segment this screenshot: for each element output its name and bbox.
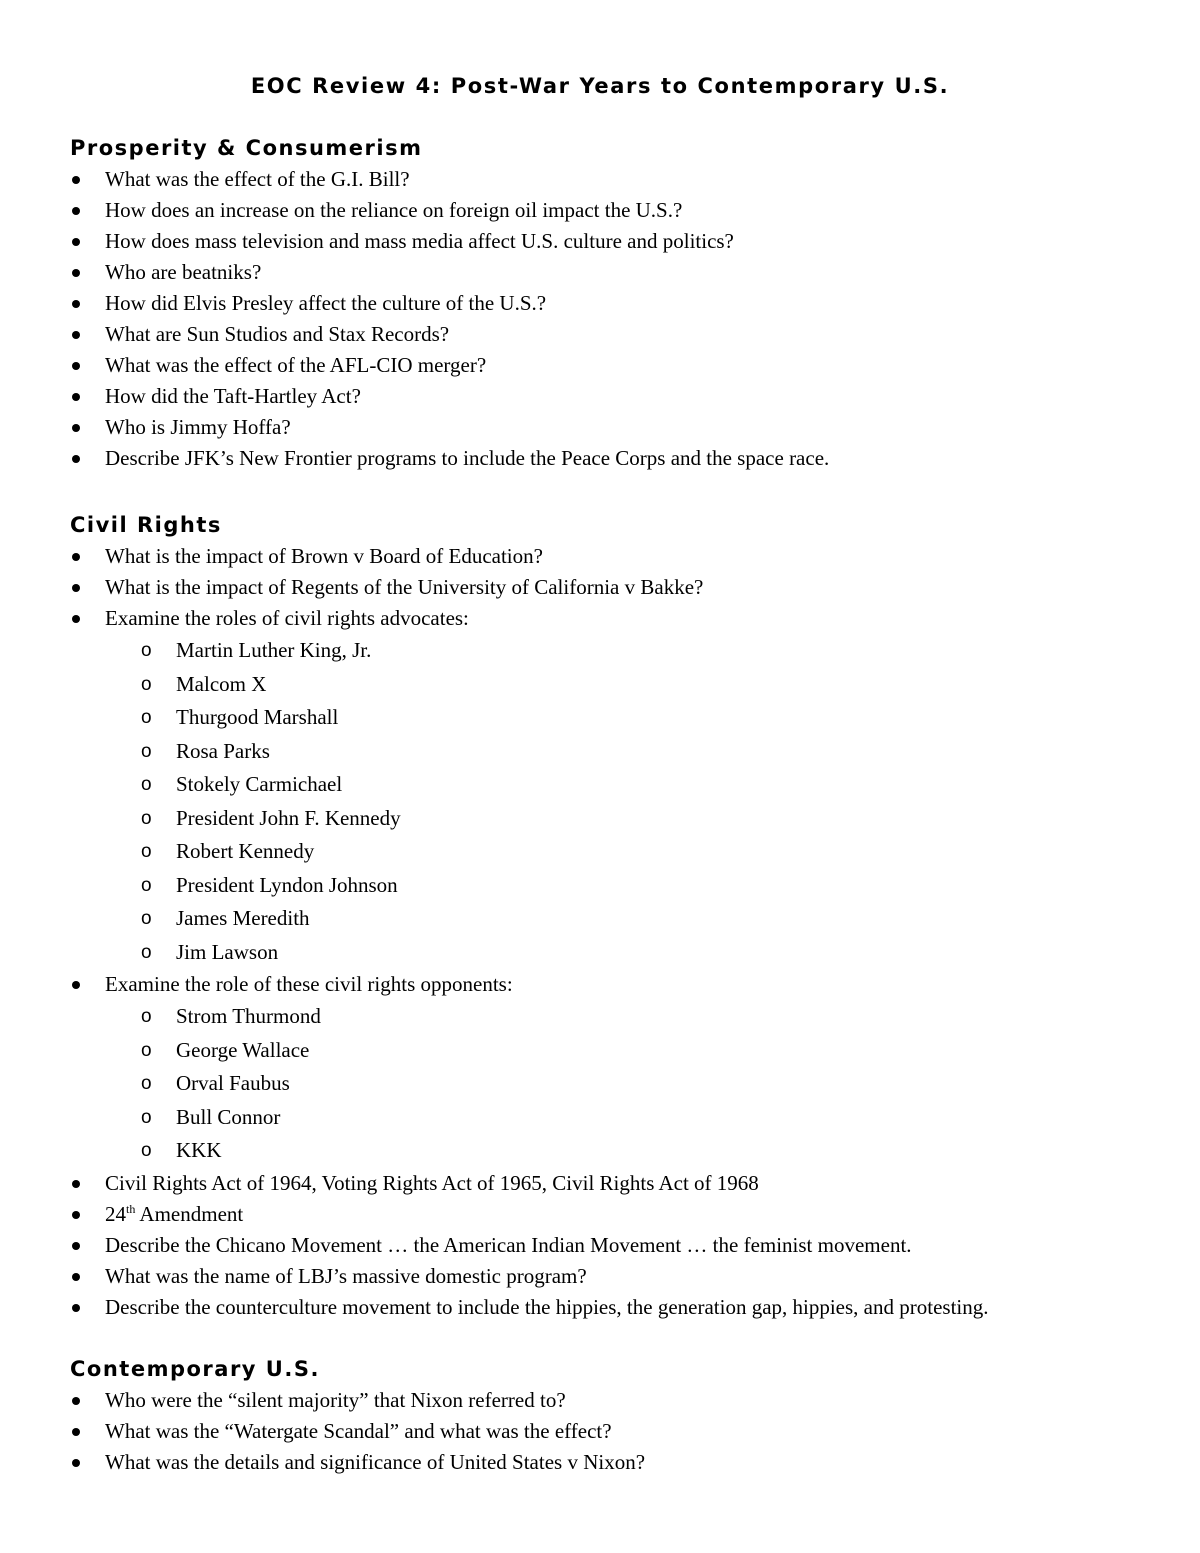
- advocate-item: o Stokely Carmichael: [70, 768, 1170, 802]
- amendment-item: [70, 1199, 1170, 1230]
- section-heading: Prosperity & Consumerism: [70, 136, 423, 160]
- list-item: Who are beatniks?: [70, 257, 1170, 288]
- list-item: What was the effect of the AFL-CIO merger?: [70, 350, 1170, 381]
- advocate-item: o Thurgood Marshall: [70, 701, 1170, 735]
- list-item: Civil Rights Act of 1964, Voting Rights Act of 1965, Civil Rights Act of 1968: [70, 1168, 1170, 1199]
- list-item: What is the impact of Brown v Board of Education?: [70, 541, 1170, 572]
- advocates-list: [70, 634, 1170, 969]
- section-contemporary-us: [70, 1354, 1170, 1478]
- opponent-item: o Bull Connor: [70, 1101, 1170, 1135]
- list-item: Who were the “silent majority” that Nixon referred to?: [70, 1385, 1170, 1416]
- list-item: Who is Jimmy Hoffa?: [70, 412, 1170, 443]
- opponent-item: o Orval Faubus: [70, 1067, 1170, 1101]
- list-item: What was the details and significance of United States v Nixon?: [70, 1447, 1170, 1478]
- list-item: Describe the counterculture movement to include the hippies, the generation gap, hippies, and protesting.: [70, 1292, 1170, 1323]
- opponents-list: [70, 1000, 1170, 1168]
- list-item: How does mass television and mass media affect U.S. culture and politics?: [70, 226, 1170, 257]
- advocate-item: o Martin Luther King, Jr.: [70, 634, 1170, 668]
- question-list: [70, 969, 1170, 1000]
- list-item: What is the impact of Regents of the University of California v Bakke?: [70, 572, 1170, 603]
- list-item: How did Elvis Presley affect the culture of the U.S.?: [70, 288, 1170, 319]
- list-item: Describe JFK’s New Frontier programs to include the Peace Corps and the space race.: [70, 443, 1170, 474]
- advocate-item: o President Lyndon Johnson: [70, 869, 1170, 903]
- advocate-item: o President John F. Kennedy: [70, 802, 1170, 836]
- question-list: [70, 1168, 1170, 1323]
- page-title: EOC Review 4: Post-War Years to Contemporary U.S.: [250, 74, 950, 98]
- advocate-item: o James Meredith: [70, 902, 1170, 936]
- question-list: [70, 1385, 1170, 1478]
- opponent-item: o George Wallace: [70, 1034, 1170, 1068]
- opponent-item: o Strom Thurmond: [70, 1000, 1170, 1034]
- advocate-item: o Malcom X: [70, 668, 1170, 702]
- amendment-label: Amendment: [135, 1201, 244, 1226]
- list-item: Describe the Chicano Movement … the American Indian Movement … the feminist movement.: [70, 1230, 1170, 1261]
- list-item: How does an increase on the reliance on foreign oil impact the U.S.?: [70, 195, 1170, 226]
- question-list: [70, 164, 1170, 474]
- list-item: Examine the roles of civil rights advocates:: [70, 603, 1170, 634]
- ordinal-suffix: th: [126, 1201, 136, 1216]
- list-item: What was the name of LBJ’s massive domestic program?: [70, 1261, 1170, 1292]
- section-prosperity-consumerism: [70, 133, 1170, 474]
- question-list: [70, 541, 1170, 634]
- advocate-item: o Rosa Parks: [70, 735, 1170, 769]
- list-item: What was the “Watergate Scandal” and what was the effect?: [70, 1416, 1170, 1447]
- opponent-item: o KKK: [70, 1134, 1170, 1168]
- section-heading: Contemporary U.S.: [70, 1357, 320, 1381]
- list-item: Examine the role of these civil rights opponents:: [70, 969, 1170, 1000]
- list-item: What are Sun Studios and Stax Records?: [70, 319, 1170, 350]
- section-heading: Civil Rights: [70, 513, 222, 537]
- list-item: How did the Taft-Hartley Act?: [70, 381, 1170, 412]
- amendment-number: 24: [105, 1201, 126, 1226]
- section-civil-rights: [70, 510, 1170, 1323]
- advocate-item: o Robert Kennedy: [70, 835, 1170, 869]
- list-item: What was the effect of the G.I. Bill?: [70, 164, 1170, 195]
- advocate-item: o Jim Lawson: [70, 936, 1170, 970]
